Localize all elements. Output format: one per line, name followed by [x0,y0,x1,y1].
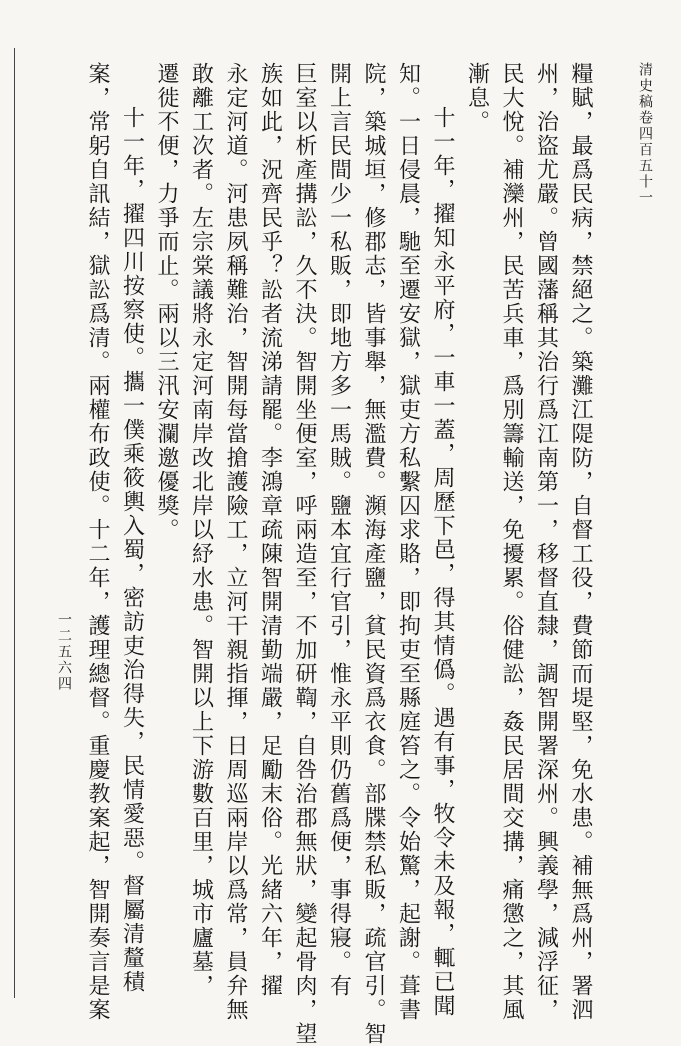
page-edge-line [14,48,15,998]
text-column: 永定河道。河患夙稱難治，智開每當搶護險工，立河干親指揮，日周巡兩岸以爲常，員弁無 [223,62,248,1022]
text-column: 漸息。 [464,62,490,134]
text-column: 族如此，況齊民乎？訟者流涕請罷。李鴻章疏陳智開清勤端嚴，足勵末俗。光緒六年，擢 [257,62,283,998]
text-column: 院，築城垣，修郡志，皆事舉，無濫費。瀕海產鹽，貧民資爲衣食。部牒禁私販，疏官引。智 [361,62,386,1046]
text-column: 開上言民間少一私販，即地方多一馬賊。鹽本宜行官引，惟永平則仍舊爲便，事得寢。有 [326,62,352,998]
body-text [57,62,597,1046]
text-column: 遷徙不便，力爭而止。兩以三汛安瀾邀優獎。 [154,62,179,542]
page-number: 一二五六四 [56,612,72,692]
text-column: 巨室以析產搆訟，久不決。智開坐便室，呼兩造至，不加研鞫，自咎治郡無狀，變起骨肉，望 [292,62,317,1046]
text-column: 民大悅。補灤州，民苦兵車，爲別籌輸送，免擾累。俗健訟，姦民居間交搆，痛懲之，其風 [499,62,524,1022]
text-column: 州，治盜尤嚴。曾國藩稱其治行爲江南第一，移督直隸，調智開署深州。興義學，減浮征， [533,62,559,1022]
running-header: 清史稿卷四百五十一 [637,62,653,206]
text-column: 案，常躬自訊結，獄訟爲清。兩權布政使。十二年，護理總督。重慶教案起，智開奏言是案 [85,62,110,1022]
text-column: 十一年，擢知永平府，一車一蓋，周歷下邑，得其情僞。遇有事，牧令未及報，輒已聞 [430,106,455,1018]
text-column: 知。一日侵晨，馳至遷安獄，獄吏方私繫囚求賂，即拘吏至縣庭笞之。令始驚，起謝。葺書 [395,62,421,1022]
text-column: 敢離工次者。左宗棠議將永定河南岸改北岸以紓水患。智開以上下游數百里，城市廬墓， [188,62,214,998]
text-column: 十一年，擢四川按察使。攜一僕乘筱輿入蜀，密訪吏治得失，民情愛惡。督屬清釐積 [119,106,145,994]
text-column: 糧賦，最爲民病，禁絕之。築灘江隄防，自督工役，費節而堤堅，免水患。補無爲州，署泗 [568,62,593,1022]
